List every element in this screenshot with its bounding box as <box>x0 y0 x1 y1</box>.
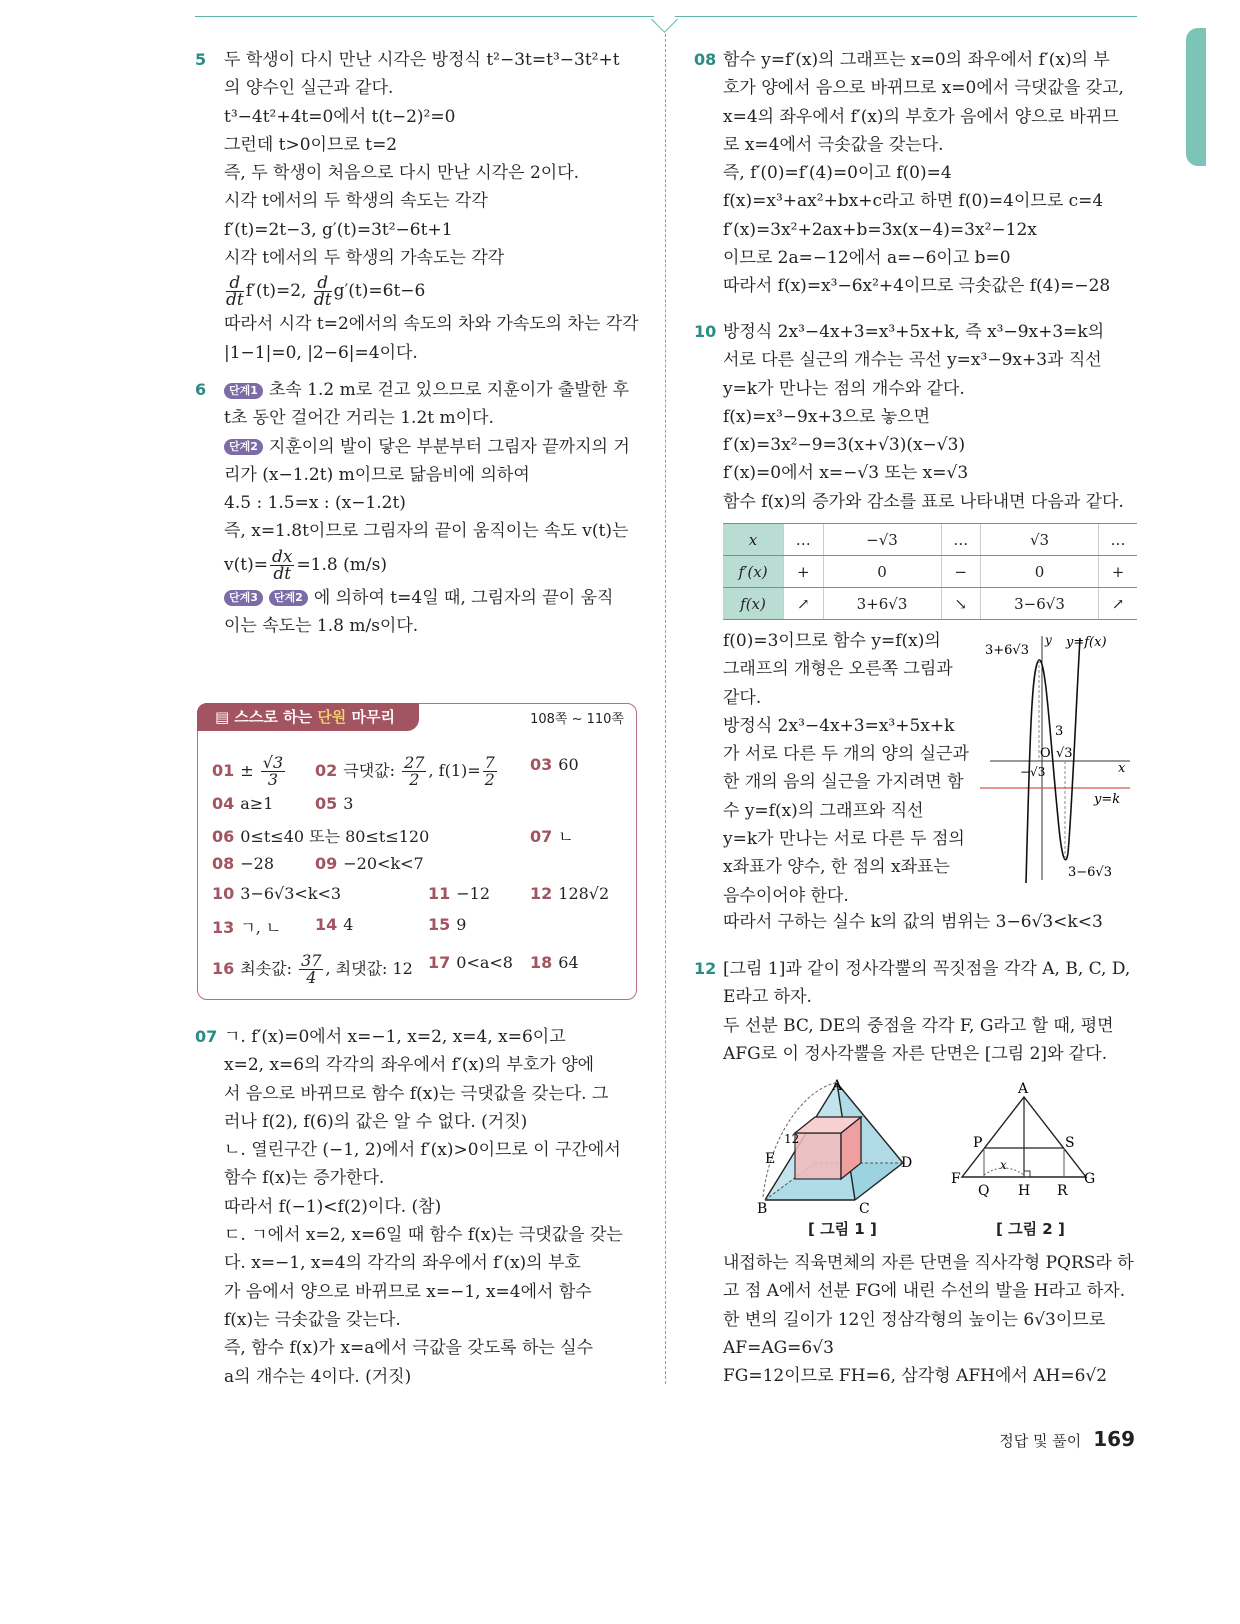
answer-number: 12 <box>530 884 553 903</box>
label-y: y <box>1045 633 1052 647</box>
text-line <box>723 216 1124 244</box>
text-run: 그런데 t>0이므로 t=2 <box>224 134 398 155</box>
text-line <box>224 159 639 187</box>
text-run: 서로 다른 실근의 개수는 곡선 y=x³−9x+3과 직선 <box>723 350 1102 371</box>
text-line <box>723 103 1124 131</box>
answer-number: 18 <box>530 953 553 972</box>
text-run: =1.8 (m/s) <box>296 554 387 575</box>
text-run: 9 <box>456 915 467 934</box>
table-cell: 3+6√3 <box>823 588 941 620</box>
text-run: 함수 y=f′(x)의 그래프는 x=0의 좌우에서 f′(x)의 부 <box>723 50 1110 70</box>
review-box-title: ▤ 스스로 하는 단원 마무리 <box>197 703 419 731</box>
fig2-label-f: F <box>951 1171 961 1187</box>
text-line <box>723 488 1124 516</box>
text-run: 같다. <box>723 687 762 708</box>
figure-1-pyramid <box>755 1075 925 1215</box>
text-run: 따라서 구하는 실수 k의 값의 범위는 3−6√3<k<3 <box>723 912 1103 932</box>
text-run: y=k가 만나는 점의 개수와 같다. <box>723 378 965 399</box>
fraction <box>483 755 497 788</box>
problem-number: 6 <box>195 380 207 399</box>
text-run: 따라서 f(−1)<f(2)이다. (참) <box>224 1196 442 1217</box>
column-divider <box>665 34 666 1384</box>
text-line <box>224 1136 623 1164</box>
figure-1-caption: [ 그림 1 ] <box>808 1220 877 1238</box>
answer-number: 13 <box>212 918 235 937</box>
text-run: t초 동안 걸어간 거리는 1.2t m이다. <box>224 408 494 429</box>
table-row <box>723 524 1137 556</box>
answer-item <box>212 915 281 938</box>
text-run: 초속 1.2 m로 걷고 있으므로 지훈이가 출발한 후 <box>268 380 630 400</box>
answer-item <box>530 953 579 972</box>
text-run: 한 개의 음의 실근을 가지려면 함 <box>723 772 964 793</box>
text-line <box>224 584 630 612</box>
text-line <box>224 1051 623 1079</box>
text-line <box>224 103 639 131</box>
text-run: v(t)= <box>224 554 268 575</box>
text-run: a의 개수는 4이다. (거짓) <box>224 1366 412 1387</box>
text-run: 방정식 2x³−4x+3=x³+5x+k <box>723 715 955 736</box>
denominator: 2 <box>409 770 420 789</box>
text-line <box>224 1221 623 1249</box>
text-run: 에 의하여 t=4일 때, 그림자의 끝이 움직 <box>313 587 614 608</box>
answer-item <box>428 953 513 972</box>
text-run: 따라서 f(x)=x³−6x²+4이므로 극솟값은 f(4)=−28 <box>723 276 1111 297</box>
fraction <box>270 546 294 584</box>
fig2-label-r: R <box>1057 1183 1068 1199</box>
text-run: 러나 f(2), f(6)의 값은 알 수 없다. (거짓) <box>224 1111 528 1132</box>
answer-item <box>428 884 490 903</box>
label-curve: y=f(x) <box>1066 635 1107 650</box>
text-run: 이므로 2a=−12에서 a=−6이고 b=0 <box>723 248 1011 269</box>
text-line <box>224 1278 623 1306</box>
text-line <box>723 1334 1134 1362</box>
text-run: 의 양수인 실근과 같다. <box>224 78 394 99</box>
text-line <box>224 187 639 215</box>
text-run: −20<k<7 <box>343 854 424 873</box>
table-cell: 3−6√3 <box>981 588 1099 620</box>
fig2-label-p: P <box>973 1135 983 1151</box>
text-run: 시각 t에서의 두 학생의 속도는 각각 <box>224 191 488 212</box>
answer-number: 15 <box>428 915 451 934</box>
text-run: FG=12이므로 FH=6, 삼각형 AFH에서 AH=6√2 <box>723 1366 1108 1387</box>
text-run: x좌표가 양수, 한 점의 x좌표는 <box>723 857 950 878</box>
text-line <box>224 461 630 489</box>
solution-6 <box>195 376 630 640</box>
denominator: dt <box>226 290 244 311</box>
text-line <box>195 376 630 404</box>
text-line <box>224 131 639 159</box>
text-run: 다. x=−1, x=4의 각각의 좌우에서 f′(x)의 부호 <box>224 1253 581 1274</box>
text-line <box>723 1362 1134 1390</box>
step-badge: 단계2 <box>224 439 263 455</box>
text-line <box>723 403 1124 431</box>
answer-number: 14 <box>315 915 338 934</box>
answer-item <box>315 794 353 813</box>
text-run: 로 x=4에서 극솟값을 갖는다. <box>723 134 944 155</box>
text-line <box>224 74 639 102</box>
fig2-label-x: x <box>1000 1158 1007 1172</box>
text-line <box>723 272 1124 300</box>
answer-item <box>315 854 424 873</box>
text-run: f′(t)=2t−3, g′(t)=3t²−6t+1 <box>224 219 453 240</box>
text-run: , 최댓값: 12 <box>325 959 413 978</box>
text-run: ㄷ. ㄱ에서 x=2, x=6일 때 함수 f(x)는 극댓값을 갖는 <box>224 1225 623 1246</box>
answer-number: 02 <box>315 761 338 780</box>
fig2-label-h: H <box>1018 1183 1031 1199</box>
text-run: 가 음에서 양으로 바뀌므로 x=−1, x=4에서 함수 <box>224 1281 592 1302</box>
denominator: dt <box>313 290 332 311</box>
text-run: ㄱ. f′(x)=0에서 x=−1, x=2, x=4, x=6이고 <box>224 1027 566 1047</box>
label-k: y=k <box>1094 792 1121 807</box>
answer-item <box>315 915 353 934</box>
text-run: 함수 f(x)의 증가와 감소를 표로 나타내면 다음과 같다. <box>723 491 1124 512</box>
text-run: |1−1|=0, |2−6|=4이다. <box>224 342 418 363</box>
solution-10 <box>694 318 1124 516</box>
text-run: 호가 양에서 음으로 바뀌므로 x=0에서 극댓값을 갖고, <box>723 78 1124 99</box>
list-icon: ▤ <box>215 708 235 726</box>
cubic-graph <box>980 628 1140 888</box>
text-line <box>224 244 639 272</box>
text-line <box>723 244 1124 272</box>
label-max: 3+6√3 <box>985 643 1029 658</box>
step-badge: 단계2 <box>269 590 308 606</box>
text-line <box>723 159 1124 187</box>
text-run: 두 학생이 다시 만난 시각은 방정식 t²−3t=t³−3t²+t <box>224 50 620 70</box>
answer-number: 17 <box>428 953 451 972</box>
answer-item <box>530 824 574 847</box>
fig2-label-g: G <box>1084 1171 1096 1187</box>
fig1-label-b: B <box>757 1201 768 1215</box>
fig2-label-s: S <box>1065 1135 1075 1151</box>
text-run: 한 변의 길이가 12인 정삼각형의 높이는 6√3이므로 <box>723 1309 1106 1330</box>
table-cell: f(x) <box>723 588 784 620</box>
text-run: f(x)=x³−9x+3으로 놓으면 <box>723 406 931 427</box>
text-run: 수 y=f(x)의 그래프와 직선 <box>723 800 924 821</box>
text-run: ㄴ. 열린구간 (−1, 2)에서 f′(x)>0이므로 이 구간에서 <box>224 1140 621 1161</box>
text-run: y=k가 만나는 서로 다른 두 점의 <box>723 829 965 850</box>
answer-item <box>212 794 273 813</box>
solution-07 <box>195 1023 623 1391</box>
table-cell: + <box>784 556 824 588</box>
fraction <box>299 953 323 986</box>
table-row <box>723 588 1137 620</box>
text-run: 방정식 2x³−4x+3=x³+5x+k, 즉 x³−9x+3=k의 <box>723 322 1105 342</box>
label-origin: O <box>1040 746 1051 761</box>
table-cell: ↘ <box>941 588 981 620</box>
solution-10-conclusion <box>723 908 1103 936</box>
text-line <box>224 1164 623 1192</box>
text-line <box>723 1012 1130 1040</box>
text-line <box>723 740 969 768</box>
answer-item <box>212 755 287 788</box>
answer-number: 01 <box>212 761 235 780</box>
text-line <box>224 546 630 584</box>
numerator: 27 <box>404 753 425 772</box>
answer-number: 16 <box>212 959 235 978</box>
text-run: AFG로 이 정사각뿔을 자른 단면은 [그림 2]와 같다. <box>723 1043 1108 1064</box>
text-line <box>224 1334 623 1362</box>
numerator: dx <box>271 546 293 567</box>
text-line <box>723 1277 1134 1305</box>
text-run: 즉, 함수 f(x)가 x=a에서 극값을 갖도록 하는 실수 <box>224 1338 594 1359</box>
text-run: 따라서 시각 t=2에서의 속도의 차와 가속도의 차는 각각 <box>224 314 639 335</box>
text-line <box>224 612 630 640</box>
text-line <box>723 1040 1130 1068</box>
text-run: 지훈이의 발이 닿은 부분부터 그림자 끝까지의 거 <box>268 436 630 457</box>
text-line <box>195 46 639 74</box>
table-cell: … <box>784 524 824 556</box>
problem-number: 10 <box>694 322 717 341</box>
fig1-label-c: C <box>859 1201 870 1215</box>
text-line <box>723 627 969 655</box>
table-cell: … <box>1099 524 1137 556</box>
step-badge: 단계3 <box>224 590 263 606</box>
denominator: 2 <box>484 770 495 789</box>
text-run: 0≤t≤40 또는 80≤t≤120 <box>240 827 430 846</box>
text-line <box>224 433 630 461</box>
fraction <box>313 273 332 311</box>
text-run: [그림 1]과 같이 정사각뿔의 꼭짓점을 각각 A, B, C, D, <box>723 959 1131 979</box>
answer-item <box>212 953 413 986</box>
text-line <box>723 768 969 796</box>
answer-number: 10 <box>212 884 235 903</box>
text-line <box>723 346 1124 374</box>
table-cell: ↗ <box>1099 588 1137 620</box>
solution-5 <box>195 46 639 367</box>
text-run: 고 점 A에서 선분 FG에 내린 수선의 발을 H라고 하자. <box>723 1281 1126 1302</box>
label-x: x <box>1118 761 1126 776</box>
text-run: 함수 f(x)는 증가한다. <box>224 1168 385 1189</box>
solution-12-continued <box>723 1249 1134 1390</box>
figure-2-triangle <box>950 1075 1100 1205</box>
text-line <box>224 1080 623 1108</box>
text-run: f(0)=3이므로 함수 y=f(x)의 <box>723 631 941 651</box>
text-run: f′(x)=3x²−9=3(x+√3)(x−√3) <box>723 435 966 456</box>
text-line <box>224 272 639 310</box>
solution-08 <box>694 46 1124 301</box>
label-3: 3 <box>1055 724 1064 739</box>
step-badge: 단계1 <box>224 383 263 399</box>
text-line <box>195 1023 623 1051</box>
increase-decrease-table <box>723 523 1137 620</box>
label-min: 3−6√3 <box>1068 865 1112 880</box>
text-line <box>723 131 1124 159</box>
fig1-label-e: E <box>765 1151 776 1167</box>
text-line <box>224 517 630 545</box>
text-line <box>723 74 1124 102</box>
table-cell: ↗ <box>784 588 824 620</box>
fig2-label-q: Q <box>978 1183 990 1199</box>
text-run: 3−6√3<k<3 <box>240 884 342 903</box>
problem-number: 12 <box>694 959 717 978</box>
denominator: dt <box>273 563 292 584</box>
table-cell: 0 <box>823 556 941 588</box>
text-run: 128√2 <box>558 884 610 903</box>
numerator: 37 <box>301 951 322 970</box>
table-cell: √3 <box>981 524 1099 556</box>
text-run: −12 <box>456 884 491 903</box>
text-run: 리가 (x−1.2t) m이므로 닮음비에 의하여 <box>224 464 530 485</box>
text-run: f′(x)=3x²+2ax+b=3x(x−4)=3x²−12x <box>723 219 1037 240</box>
answer-number: 06 <box>212 827 235 846</box>
text-run: g′(t)=6t−6 <box>333 281 426 302</box>
problem-number: 08 <box>694 50 717 69</box>
fig1-label-a: A <box>832 1078 843 1094</box>
denominator: 3 <box>267 770 279 789</box>
answer-number: 09 <box>315 854 338 873</box>
text-run: , f(1)= <box>428 761 481 780</box>
text-line <box>723 459 1124 487</box>
answer-item <box>315 755 499 788</box>
text-line <box>694 318 1124 346</box>
text-run: AF=AG=6√3 <box>723 1337 834 1358</box>
text-line <box>723 825 969 853</box>
table-row <box>723 556 1137 588</box>
text-run: 음수이어야 한다. <box>723 885 849 906</box>
answer-number: 08 <box>212 854 235 873</box>
label-r3: √3 <box>1056 746 1073 761</box>
problem-number: 5 <box>195 50 207 69</box>
text-run: 4.5 : 1.5=x : (x−1.2t) <box>224 493 406 514</box>
chapter-edge-tab <box>1186 28 1206 166</box>
text-run: 즉, f′(0)=f′(4)=0이고 f(0)=4 <box>723 163 952 184</box>
text-line <box>723 983 1130 1011</box>
answer-number: 07 <box>530 827 553 846</box>
text-line <box>723 375 1124 403</box>
text-line <box>224 1306 623 1334</box>
text-run: 이는 속도는 1.8 m/s이다. <box>224 616 419 637</box>
text-line <box>224 1249 623 1277</box>
table-cell: + <box>1099 556 1137 588</box>
text-line <box>723 1306 1134 1334</box>
problem-number: 07 <box>195 1027 218 1046</box>
text-run: 그래프의 개형은 오른쪽 그림과 <box>723 659 953 680</box>
text-run: 즉, x=1.8t이므로 그림자의 끝이 움직이는 속도 v(t)는 <box>224 521 629 542</box>
solution-12 <box>694 955 1131 1068</box>
numerator: d <box>226 275 244 292</box>
answer-number: 03 <box>530 755 553 774</box>
text-line <box>224 216 639 244</box>
fig1-label-d: D <box>901 1155 913 1171</box>
text-run: 즉, 두 학생이 처음으로 다시 만난 시각은 2이다. <box>224 163 580 184</box>
text-run: 서 음으로 바뀌므로 함수 f(x)는 극댓값을 갖는다. 그 <box>224 1083 609 1104</box>
denominator: 4 <box>306 968 317 987</box>
fraction <box>226 273 244 311</box>
text-line <box>224 404 630 432</box>
text-line <box>723 853 969 881</box>
text-run: 내접하는 직육면체의 자른 단면을 직사각형 PQRS라 하 <box>723 1253 1134 1273</box>
text-run: ㄴ <box>558 827 574 846</box>
text-line <box>723 797 969 825</box>
page-footer <box>999 1427 1135 1451</box>
text-run: t³−4t²+4t=0에서 t(t−2)²=0 <box>224 106 456 127</box>
text-run: 3 <box>343 794 354 813</box>
page-number: 169 <box>1093 1427 1135 1451</box>
text-run: f(x)는 극솟값을 갖는다. <box>224 1309 401 1330</box>
numerator: d <box>314 275 332 292</box>
text-run: f′(t)=2, <box>245 281 312 302</box>
numerator: √3 <box>262 753 284 772</box>
text-line <box>723 908 1103 936</box>
table-cell: … <box>941 524 981 556</box>
text-run: 최솟값: <box>240 959 298 978</box>
answer-number: 04 <box>212 794 235 813</box>
text-line <box>694 46 1124 74</box>
solution-10-graph-text <box>723 627 969 910</box>
answer-item <box>212 884 341 903</box>
answer-number: 05 <box>315 794 338 813</box>
answer-number: 11 <box>428 884 451 903</box>
top-rule-notch <box>651 6 678 33</box>
text-run: −28 <box>240 854 275 873</box>
text-run: f(x)=x³+ax²+bx+c라고 하면 f(0)=4이므로 c=4 <box>723 191 1104 212</box>
answer-item <box>428 915 466 934</box>
text-run: 두 선분 BC, DE의 중점을 각각 F, G라고 할 때, 평면 <box>723 1015 1114 1036</box>
text-line <box>224 1363 623 1391</box>
text-line <box>723 655 969 683</box>
table-cell: 0 <box>981 556 1099 588</box>
table-cell: x <box>723 524 784 556</box>
table-cell: −√3 <box>823 524 941 556</box>
text-run: a≥1 <box>240 794 274 813</box>
text-line <box>224 1193 623 1221</box>
text-run: ㄱ, ㄴ <box>240 918 282 937</box>
label-neg-r3: −√3 <box>1020 765 1046 779</box>
table-cell: f′(x) <box>723 556 784 588</box>
text-line <box>723 882 969 910</box>
text-line <box>224 1108 623 1136</box>
text-run: ± <box>240 761 259 780</box>
text-line <box>694 955 1131 983</box>
review-box-pages: 108쪽 ~ 110쪽 <box>530 712 624 727</box>
text-run: x=4의 좌우에서 f′(x)의 부호가 음에서 양으로 바뀌므 <box>723 106 1119 127</box>
fraction <box>402 755 426 788</box>
text-line <box>224 310 639 338</box>
numerator: 7 <box>484 753 495 772</box>
text-line <box>723 712 969 740</box>
text-run: E라고 하자. <box>723 987 812 1008</box>
text-run: x=2, x=6의 각각의 좌우에서 f′(x)의 부호가 양에 <box>224 1055 595 1076</box>
table-cell: − <box>941 556 981 588</box>
figure-2-caption: [ 그림 2 ] <box>996 1220 1065 1238</box>
text-line <box>723 431 1124 459</box>
fig1-label-12: 12 <box>784 1132 800 1146</box>
text-run: 4 <box>343 915 354 934</box>
text-run: 0<a<8 <box>456 953 513 972</box>
text-run: f′(x)=0에서 x=−√3 또는 x=√3 <box>723 463 969 484</box>
text-line <box>723 187 1124 215</box>
answer-item <box>212 824 429 847</box>
text-run: 60 <box>558 755 579 774</box>
text-line <box>224 489 630 517</box>
text-run: 극댓값: <box>343 761 401 780</box>
footer-label: 정답 및 풀이 <box>999 1432 1082 1450</box>
text-run: 시각 t에서의 두 학생의 가속도는 각각 <box>224 248 505 269</box>
answer-item <box>530 884 609 903</box>
text-line <box>224 339 639 367</box>
text-run: 가 서로 다른 두 개의 양의 실근과 <box>723 744 969 765</box>
fig2-label-a: A <box>1018 1081 1029 1097</box>
text-line <box>723 1249 1134 1277</box>
answer-item <box>530 755 579 774</box>
fraction <box>261 755 285 788</box>
answer-item <box>212 854 274 873</box>
text-line <box>723 684 969 712</box>
text-run: 64 <box>558 953 579 972</box>
